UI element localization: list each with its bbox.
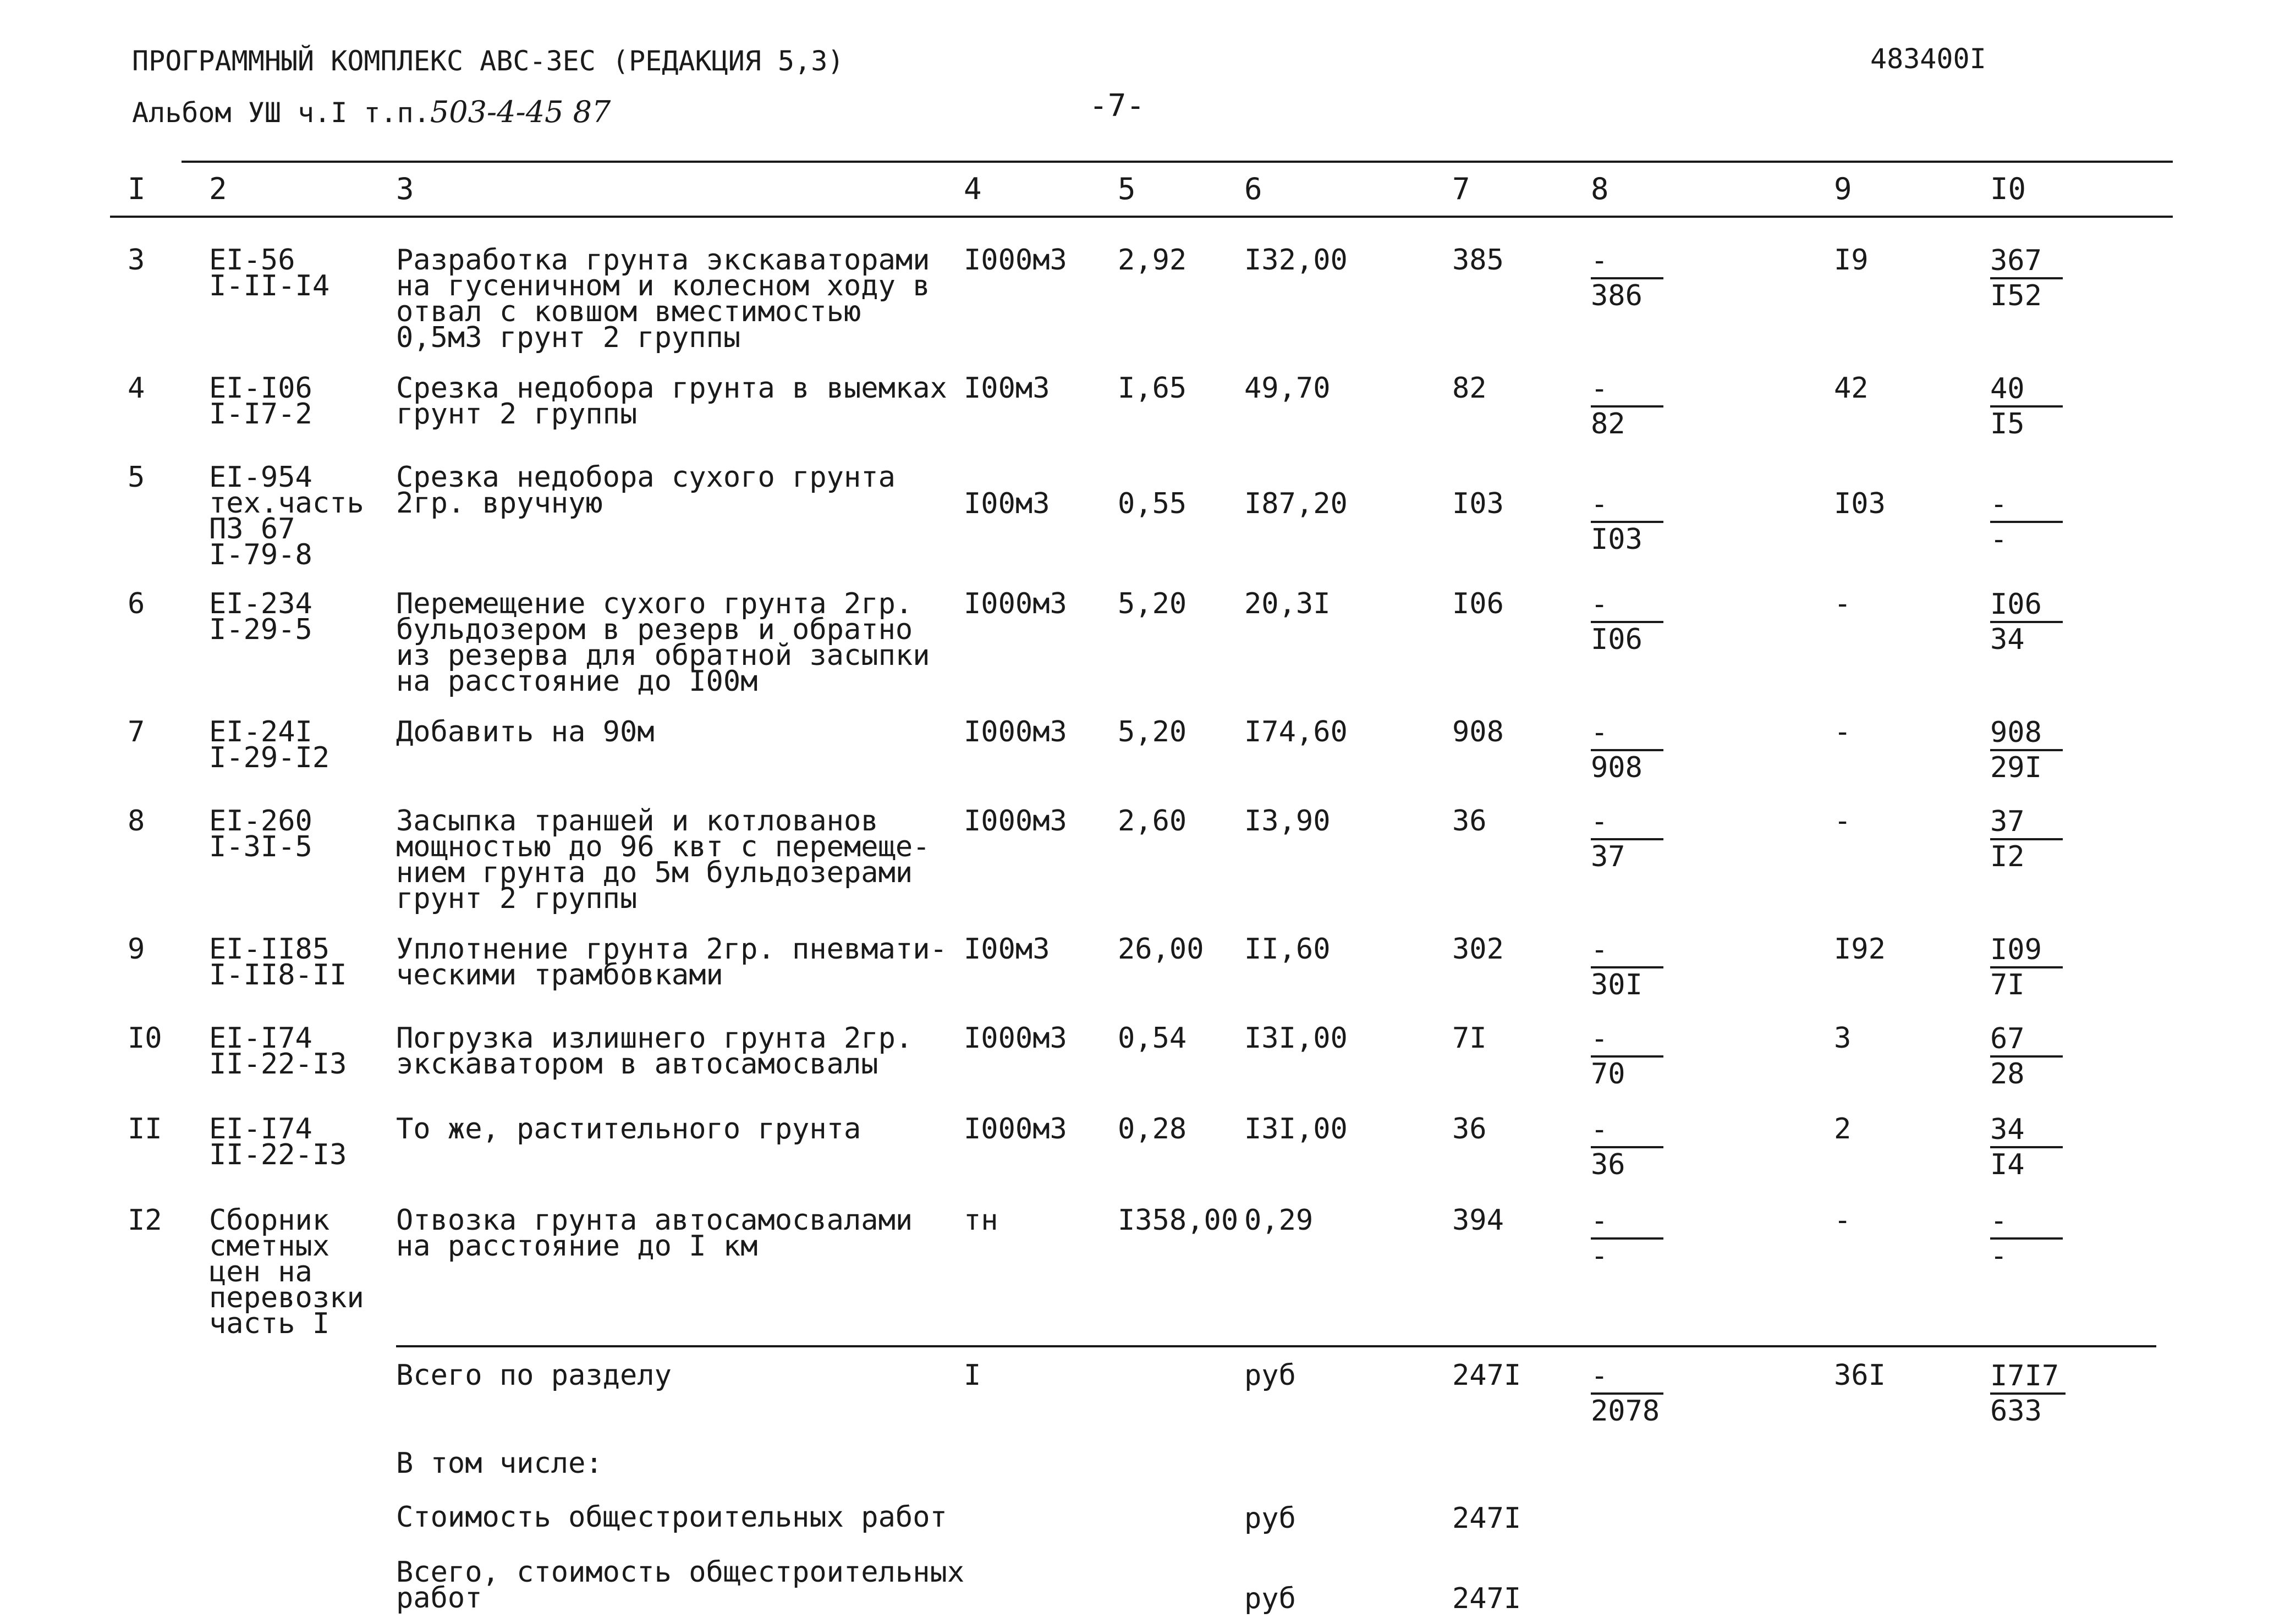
row-col10-num: 908 bbox=[1990, 719, 2063, 751]
row-number: 5 bbox=[128, 461, 145, 494]
row-quantity: 5,20 bbox=[1118, 587, 1187, 620]
row-unit: I00м3 bbox=[964, 487, 1050, 520]
row-quantity: 2,92 bbox=[1118, 244, 1187, 277]
row-total: 908 bbox=[1452, 715, 1504, 748]
row-col8 bbox=[1591, 716, 1663, 784]
summary-col10-num: I7I7 bbox=[1990, 1363, 2066, 1395]
row-number: 6 bbox=[128, 587, 145, 620]
row-unit-price: 49,70 bbox=[1244, 372, 1331, 405]
row-col10 bbox=[1990, 244, 2063, 312]
row-col9: I92 bbox=[1834, 933, 1886, 966]
row-unit-price: II,60 bbox=[1244, 933, 1331, 966]
row-col8-num: - bbox=[1591, 591, 1663, 623]
row-col9: - bbox=[1834, 715, 1852, 748]
column-header: 7 bbox=[1452, 172, 1470, 206]
row-total: 385 bbox=[1452, 244, 1504, 277]
summary-col8 bbox=[1591, 1359, 1663, 1428]
row-unit: I000м3 bbox=[964, 1113, 1067, 1146]
row-col10-den: I4 bbox=[1990, 1148, 2025, 1181]
row-number: II bbox=[128, 1113, 162, 1146]
row-unit-price: 20,3I bbox=[1244, 587, 1331, 620]
row-total: 82 bbox=[1452, 372, 1487, 405]
column-header: I bbox=[128, 172, 146, 206]
row-col10 bbox=[1990, 1022, 2063, 1091]
row-description: Уплотнение грунта 2гр. пневмати- ческими трамбовками bbox=[396, 933, 947, 992]
summary-unit: руб bbox=[1244, 1359, 1296, 1392]
row-col10 bbox=[1990, 488, 2063, 556]
row-col9: 3 bbox=[1834, 1022, 1852, 1055]
row-description: Добавить на 90м bbox=[396, 715, 655, 748]
summary-line-label: Стоимость общестроительных работ bbox=[396, 1501, 947, 1534]
row-description: Срезка недобора грунта в выемках грунт 2 группы bbox=[396, 372, 947, 431]
row-col10-den: I2 bbox=[1990, 840, 2025, 873]
summary-label: Всего по разделу bbox=[396, 1359, 672, 1392]
row-number: 7 bbox=[128, 715, 145, 748]
row-col8-den: 36 bbox=[1591, 1148, 1625, 1181]
row-col10-den: 28 bbox=[1990, 1058, 2025, 1091]
row-col8-den: 70 bbox=[1591, 1058, 1625, 1091]
summary-rule bbox=[396, 1345, 2156, 1347]
column-header: 3 bbox=[396, 172, 414, 206]
row-col10-num: 367 bbox=[1990, 247, 2063, 279]
row-description: Срезка недобора сухого грунта 2гр. вручную bbox=[396, 461, 896, 520]
row-col8-num: - bbox=[1591, 1026, 1663, 1058]
row-number: I0 bbox=[128, 1022, 162, 1055]
top-rule bbox=[182, 161, 2173, 163]
row-col8-den: 30I bbox=[1591, 968, 1643, 1001]
column-header: 2 bbox=[209, 172, 227, 206]
row-col8-num: - bbox=[1591, 1116, 1663, 1148]
row-col9: I03 bbox=[1834, 487, 1886, 520]
summary-col9: 36I bbox=[1834, 1359, 1886, 1392]
row-quantity: I358,00 bbox=[1118, 1204, 1239, 1237]
row-unit-price: I32,00 bbox=[1244, 244, 1348, 277]
row-col10-den: - bbox=[1990, 523, 2008, 556]
row-quantity: I,65 bbox=[1118, 372, 1187, 405]
row-col10 bbox=[1990, 933, 2063, 1001]
row-number: 8 bbox=[128, 805, 145, 838]
row-col10-num: 37 bbox=[1990, 808, 2063, 840]
summary-col10-den: 633 bbox=[1990, 1395, 2042, 1428]
row-unit: тн bbox=[964, 1204, 998, 1237]
album-reference bbox=[132, 95, 611, 129]
summary-col8-den: 2078 bbox=[1591, 1395, 1660, 1428]
row-col8-num: - bbox=[1591, 937, 1663, 968]
row-col8-den: - bbox=[1591, 1240, 1608, 1273]
row-col8-num: - bbox=[1591, 247, 1663, 279]
row-col10 bbox=[1990, 1113, 2063, 1181]
row-code: EI-954 тех.часть ПЗ 67 I-79-8 bbox=[209, 461, 364, 571]
row-col8 bbox=[1591, 1022, 1663, 1091]
album-handwritten: 503-4-45 87 bbox=[430, 95, 611, 129]
row-total: 394 bbox=[1452, 1204, 1504, 1237]
row-unit-price: I87,20 bbox=[1244, 487, 1348, 520]
row-col9: - bbox=[1834, 1204, 1852, 1237]
row-code: EI-260 I-3I-5 bbox=[209, 805, 312, 863]
row-number: 9 bbox=[128, 933, 145, 966]
row-total: 36 bbox=[1452, 1113, 1487, 1146]
row-unit: I000м3 bbox=[964, 715, 1067, 748]
row-col8-den: 82 bbox=[1591, 408, 1625, 441]
row-col8 bbox=[1591, 488, 1663, 556]
row-total: I03 bbox=[1452, 487, 1504, 520]
row-col10 bbox=[1990, 716, 2063, 784]
row-col9: 42 bbox=[1834, 372, 1869, 405]
row-col8 bbox=[1591, 805, 1663, 873]
row-col9: - bbox=[1834, 587, 1852, 620]
row-col10-num: 34 bbox=[1990, 1116, 2063, 1148]
row-col8-num: - bbox=[1591, 491, 1663, 523]
row-unit: I000м3 bbox=[964, 1022, 1067, 1055]
summary-line-value: 247I bbox=[1452, 1582, 1522, 1615]
row-code: EI-234 I-29-5 bbox=[209, 587, 312, 646]
row-total: I06 bbox=[1452, 587, 1504, 620]
summary-line-value: 247I bbox=[1452, 1502, 1522, 1535]
row-quantity: 0,28 bbox=[1118, 1113, 1187, 1146]
summary-line-label: Всего, стоимость общестроительных работ bbox=[396, 1556, 965, 1615]
row-number: 3 bbox=[128, 244, 145, 277]
row-code: Сборник сметных цен на перевозки часть I bbox=[209, 1204, 364, 1340]
page-number: -7- bbox=[1089, 88, 1145, 124]
row-col10-num: I09 bbox=[1990, 937, 2063, 968]
row-code: EI-56 I-II-I4 bbox=[209, 244, 330, 302]
row-col10-num: - bbox=[1990, 1208, 2063, 1240]
program-title: ПРОГРАММНЫЙ КОМПЛЕКС АВС-ЗЕС (РЕДАКЦИЯ 5,3) bbox=[132, 45, 844, 77]
row-col10 bbox=[1990, 1204, 2063, 1273]
header-rule bbox=[110, 216, 2173, 218]
row-col10-num: - bbox=[1990, 491, 2063, 523]
row-unit: I000м3 bbox=[964, 244, 1067, 277]
summary-total: 247I bbox=[1452, 1359, 1522, 1392]
row-description: То же, растительного грунта bbox=[396, 1113, 861, 1146]
row-total: 36 bbox=[1452, 805, 1487, 838]
row-col10-num: 40 bbox=[1990, 376, 2063, 408]
summary-line-unit: руб bbox=[1244, 1502, 1296, 1535]
row-quantity: 5,20 bbox=[1118, 715, 1187, 748]
row-col9: I9 bbox=[1834, 244, 1869, 277]
row-col10-den: 7I bbox=[1990, 968, 2025, 1001]
row-col8-den: 37 bbox=[1591, 840, 1625, 873]
row-total: 302 bbox=[1452, 933, 1504, 966]
column-header: 9 bbox=[1834, 172, 1852, 206]
row-col8 bbox=[1591, 933, 1663, 1001]
row-col8-num: - bbox=[1591, 719, 1663, 751]
row-col8 bbox=[1591, 1204, 1663, 1273]
row-col8-den: I03 bbox=[1591, 523, 1643, 556]
album-prefix: Альбом УШ ч.I т.п. bbox=[132, 97, 430, 129]
summary-col8-num: - bbox=[1591, 1363, 1663, 1395]
row-col10-den: - bbox=[1990, 1240, 2008, 1273]
row-col8 bbox=[1591, 372, 1663, 441]
summary-line-unit: руб bbox=[1244, 1582, 1296, 1615]
row-col9: 2 bbox=[1834, 1113, 1852, 1146]
row-col10-num: 67 bbox=[1990, 1026, 2063, 1058]
summary-col10 bbox=[1990, 1359, 2066, 1428]
row-code: EI-II85 I-II8-II bbox=[209, 933, 347, 992]
row-unit-price: 0,29 bbox=[1244, 1204, 1314, 1237]
row-quantity: 26,00 bbox=[1118, 933, 1204, 966]
summary-section: I bbox=[964, 1359, 981, 1392]
row-unit-price: I74,60 bbox=[1244, 715, 1348, 748]
row-col10-den: I5 bbox=[1990, 408, 2025, 441]
column-header: 5 bbox=[1118, 172, 1136, 206]
row-col8-den: 908 bbox=[1591, 751, 1643, 784]
row-description: Перемещение сухого грунта 2гр. бульдозером в резерв и обратно из резерва для обратной засыпки на расстояние до I00м bbox=[396, 587, 930, 698]
column-header: 8 bbox=[1591, 172, 1609, 206]
row-description: Отвозка грунта автосамосвалами на расстояние до I км bbox=[396, 1204, 913, 1263]
row-description: Разработка грунта экскаваторами на гусеничном и колесном ходу в отвал с ковшом вместимостью 0,5м3 грунт 2 группы bbox=[396, 244, 930, 354]
including-label: В том числе: bbox=[396, 1447, 603, 1480]
row-col10-den: 34 bbox=[1990, 623, 2025, 656]
row-col8-num: - bbox=[1591, 376, 1663, 408]
column-header: 4 bbox=[964, 172, 982, 206]
row-quantity: 2,60 bbox=[1118, 805, 1187, 838]
row-description: Засыпка траншей и котлованов мощностью до 96 квт с перемеще- нием грунта до 5м бульдозерами грунт 2 группы bbox=[396, 805, 930, 915]
row-code: EI-I06 I-I7-2 bbox=[209, 372, 312, 431]
row-unit-price: I3I,00 bbox=[1244, 1022, 1348, 1055]
row-col8-num: - bbox=[1591, 808, 1663, 840]
row-code: EI-I74 II-22-I3 bbox=[209, 1022, 347, 1081]
row-number: 4 bbox=[128, 372, 145, 405]
row-col8 bbox=[1591, 1113, 1663, 1181]
row-unit-price: I3I,00 bbox=[1244, 1113, 1348, 1146]
row-col10 bbox=[1990, 372, 2063, 441]
column-header: 6 bbox=[1244, 172, 1262, 206]
row-total: 7I bbox=[1452, 1022, 1487, 1055]
document-number: 483400I bbox=[1870, 43, 1986, 75]
row-col8-den: 386 bbox=[1591, 279, 1643, 312]
row-description: Погрузка излишнего грунта 2гр. экскаватором в автосамосвалы bbox=[396, 1022, 913, 1081]
column-header: I0 bbox=[1990, 172, 2026, 206]
row-col8-num: - bbox=[1591, 1208, 1663, 1240]
row-col10-num: I06 bbox=[1990, 591, 2063, 623]
row-col10-den: 29I bbox=[1990, 751, 2042, 784]
row-unit: I000м3 bbox=[964, 805, 1067, 838]
row-col10 bbox=[1990, 588, 2063, 656]
row-unit: I00м3 bbox=[964, 372, 1050, 405]
row-unit: I00м3 bbox=[964, 933, 1050, 966]
row-col10 bbox=[1990, 805, 2063, 873]
row-quantity: 0,55 bbox=[1118, 487, 1187, 520]
row-col9: - bbox=[1834, 805, 1852, 838]
row-quantity: 0,54 bbox=[1118, 1022, 1187, 1055]
row-col10-den: I52 bbox=[1990, 279, 2042, 312]
row-col8 bbox=[1591, 244, 1663, 312]
row-unit-price: I3,90 bbox=[1244, 805, 1331, 838]
row-code: EI-24I I-29-I2 bbox=[209, 715, 330, 774]
row-code: EI-I74 II-22-I3 bbox=[209, 1113, 347, 1171]
row-col8-den: I06 bbox=[1591, 623, 1643, 656]
row-unit: I000м3 bbox=[964, 587, 1067, 620]
row-number: I2 bbox=[128, 1204, 162, 1237]
row-col8 bbox=[1591, 588, 1663, 656]
